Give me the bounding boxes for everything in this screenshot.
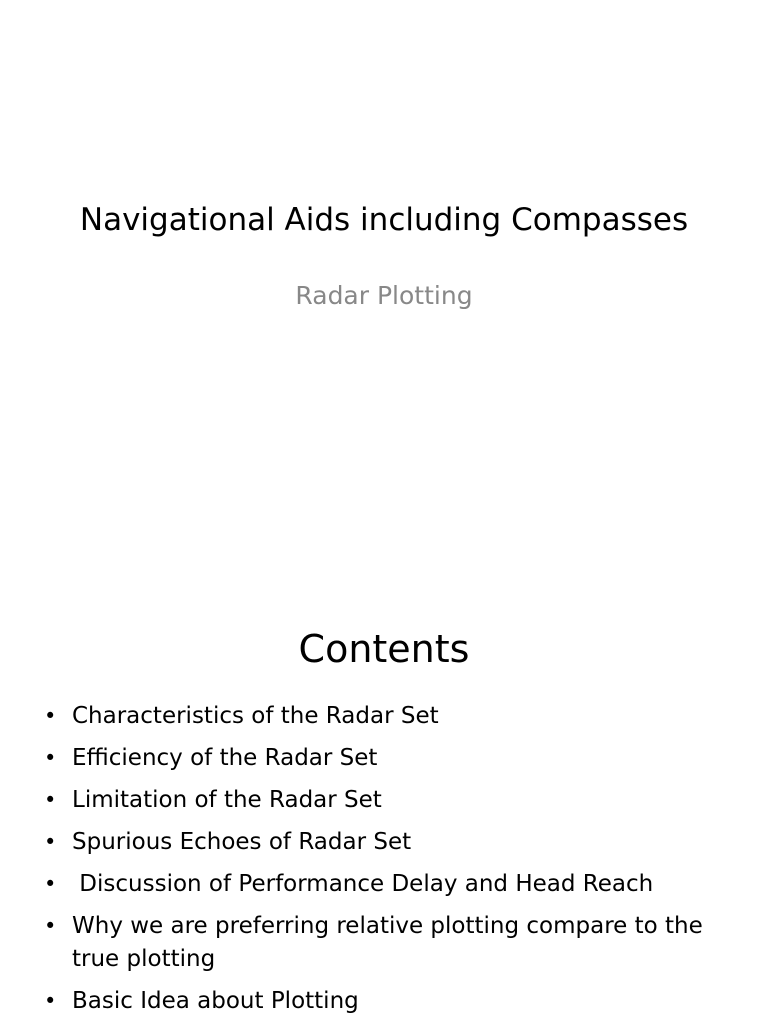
list-item — [44, 826, 734, 859]
contents-list — [44, 700, 734, 1018]
list-item-text: Efficiency of the Radar Set — [72, 745, 378, 771]
list-item-text: Spurious Echoes of Radar Set — [72, 829, 412, 855]
list-item — [44, 742, 734, 775]
list-item-text: Discussion of Performance Delay and Head Reach — [72, 871, 654, 897]
list-item-text: Basic Idea about Plotting — [72, 988, 359, 1014]
bullet-icon: • — [44, 788, 57, 812]
bullet-icon: • — [44, 746, 57, 770]
contents-heading: Contents — [298, 627, 470, 671]
list-item — [44, 985, 734, 1018]
list-item-text: Why we are preferring relative plotting compare to the true plotting — [72, 913, 703, 972]
list-item — [44, 784, 734, 817]
list-item-text: Characteristics of the Radar Set — [72, 703, 439, 729]
bullet-icon: • — [44, 872, 57, 896]
bullet-icon: • — [44, 989, 57, 1013]
list-item-text: Limitation of the Radar Set — [72, 787, 382, 813]
slide-subtitle: Radar Plotting — [295, 281, 473, 310]
bullet-icon: • — [44, 914, 57, 938]
list-item — [44, 910, 734, 976]
bullet-icon: • — [44, 704, 57, 728]
list-item — [44, 868, 734, 901]
slide-contents — [0, 576, 768, 1024]
slide-title-heading: Navigational Aids including Compasses — [79, 202, 689, 238]
bullet-icon: • — [44, 830, 57, 854]
list-item — [44, 700, 734, 733]
